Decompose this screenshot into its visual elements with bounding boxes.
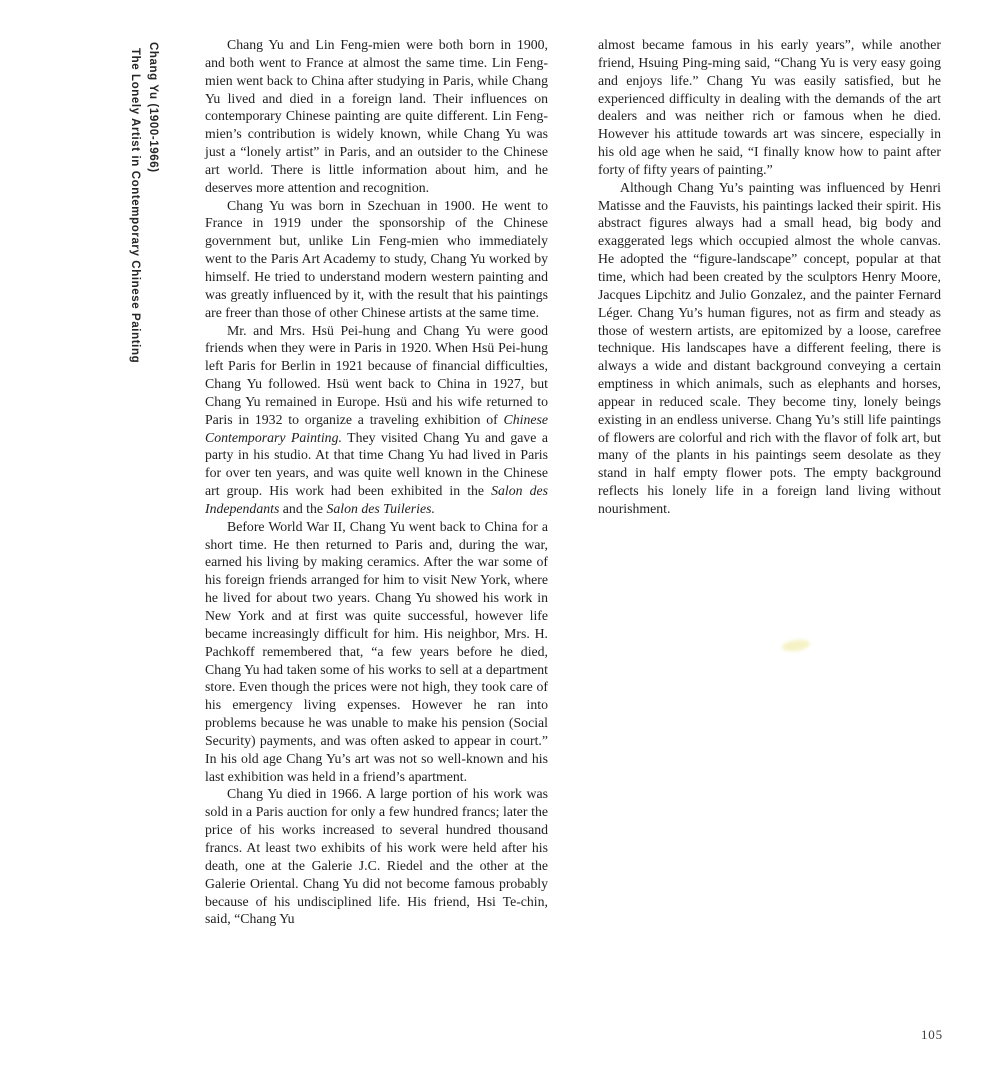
text-column-left xyxy=(205,36,548,928)
page-number: 105 xyxy=(921,1027,943,1042)
text-run-italic: Chinese Contemporary Painting. xyxy=(205,411,548,445)
text-run: almost became famous in his early years”, while another friend, Hsuing Ping-ming said, “Chang Yu is very easy going and enjoys life.” Chang Yu was easily satisfied, but he experienced difficulty in dealing with the demands of the art dealers and was neither rich or famous when he died. However his attitude towards art was sincere, especially in his old age when he said, “I finally know how to paint after forty of fifty years of painting.” xyxy=(598,37,941,177)
text-run: Although Chang Yu’s painting was influenced by Henri Matisse and the Fauvists, his paintings lacked their spirit. His abstract figures always had a small head, big body and exaggerated legs which occupied almost the whole canvas. He adopted the “figure-landscape” concept, popular at that time, which had been created by the sculptors Henry Moore, Jacques Lipchitz and Julio Gonzalez, and the painter Fernard Léger. Chang Yu’s human figures, not as firm and steady as those of western artists, are epitomized by a loose, carefree technique. His landscapes have a different feeling, there is always a wide and distant background conveying a certain emptiness in which animals, such as elephants and horses, appear in reduced scale. They become tiny, lonely beings existing in an endless universe. Chang Yu’s still life paintings of flowers are colorful and rich with the flavor of folk art, but many of the plants in his paintings seem desolate as they stand in half empty flower pots. The empty background reflects his lonely life in a foreign land living without nourishment. xyxy=(598,179,941,516)
text-run: They visited Chang Yu and gave a party in his studio. At that time Chang Yu had lived in Paris for over ten years, and was quite well known in the Chinese art group. His work had been exhibited in the xyxy=(205,429,548,499)
text-run: Chang Yu and Lin Feng-mien were both born in 1900, and both went to France at almost the same time. Lin Feng-mien went back to China after studying in Paris, while Chang Yu lived and died in a foreign land. Their influences on contemporary Chinese painting are quite different. Lin Feng-mien’s contribution is widely known, while Chang Yu was just a “lonely artist” in Paris, and an outsider to the Chinese art world. There is little information about him, and he deserves more attention and recognition. xyxy=(205,37,548,195)
text-run-italic: Salon des Independants xyxy=(205,483,548,516)
text-run: and the xyxy=(279,500,327,516)
paragraph xyxy=(205,785,548,928)
text-column-right xyxy=(598,36,941,518)
text-run: Chang Yu died in 1966. A large portion of his work was sold in a Paris auction for only a few hundred francs; later the price of his works increased to several hundred thousand francs. At least two exhibits of his work were held after his death, one at the Galerie J.C. Riedel and the other at the Galerie Oriental. Chang Yu did not become famous probably because of his undisciplined life. His friend, Hsi Te-chin, said, “Chang Yu xyxy=(205,786,548,927)
paragraph xyxy=(598,179,941,518)
text-run-italic: Salon des Tuileries. xyxy=(326,500,435,516)
scan-smudge xyxy=(781,638,810,653)
paragraph xyxy=(205,197,548,322)
chapter-subtitle-vertical: The Lonely Artist in Contemporary Chinese Painting xyxy=(129,48,141,364)
paragraph xyxy=(598,36,941,179)
paragraph xyxy=(205,518,548,786)
text-run: Chang Yu was born in Szechuan in 1900. He went to France in 1919 under the sponsorship of the Chinese government but, unlike Lin Feng-mien who immediately went to the Paris Art Academy to study, Chang Yu worked by himself. He tried to understand modern western painting and was greatly influenced by it, with the result that his paintings are freer than those of other Chinese artists at the same time. xyxy=(205,197,548,320)
paragraph xyxy=(205,36,548,197)
paragraph xyxy=(205,322,548,518)
text-run: Before World War II, Chang Yu went back to China for a short time. He then returned to Paris and, during the war, earned his living by making ceramics. After the war some of his foreign friends arranged for him to visit New York, where he lived for about two years. Chang Yu showed his work in New York and at first was quite successful, however life became increasingly difficult for him. His neighbor, Mrs. H. Pachkoff remembered that, “a few years before he died, Chang Yu had taken some of his works to sell at a department store. Even though the prices were not high, they took care of his emergency living expenses. However he ran into problems because he was unable to make his pension (Social Security) payments, and was often asked to appear in court.” In his old age Chang Yu’s art was not so well-known and his last exhibition was held in a friend’s apartment. xyxy=(205,518,548,784)
text-run: Mr. and Mrs. Hsü Pei-hung and Chang Yu were good friends when they were in Paris in 1920. When Hsü Pei-hung left Paris for Berlin in 1921 because of financial difficulties, Chang Yu followed. Hsü went back to China in 1927, but Chang Yu remained in Europe. Hsü and his wife returned to Paris in 1932 to organize a traveling exhibition of xyxy=(205,322,548,427)
chapter-title-vertical: Chang Yu (1900-1966) xyxy=(147,42,159,173)
